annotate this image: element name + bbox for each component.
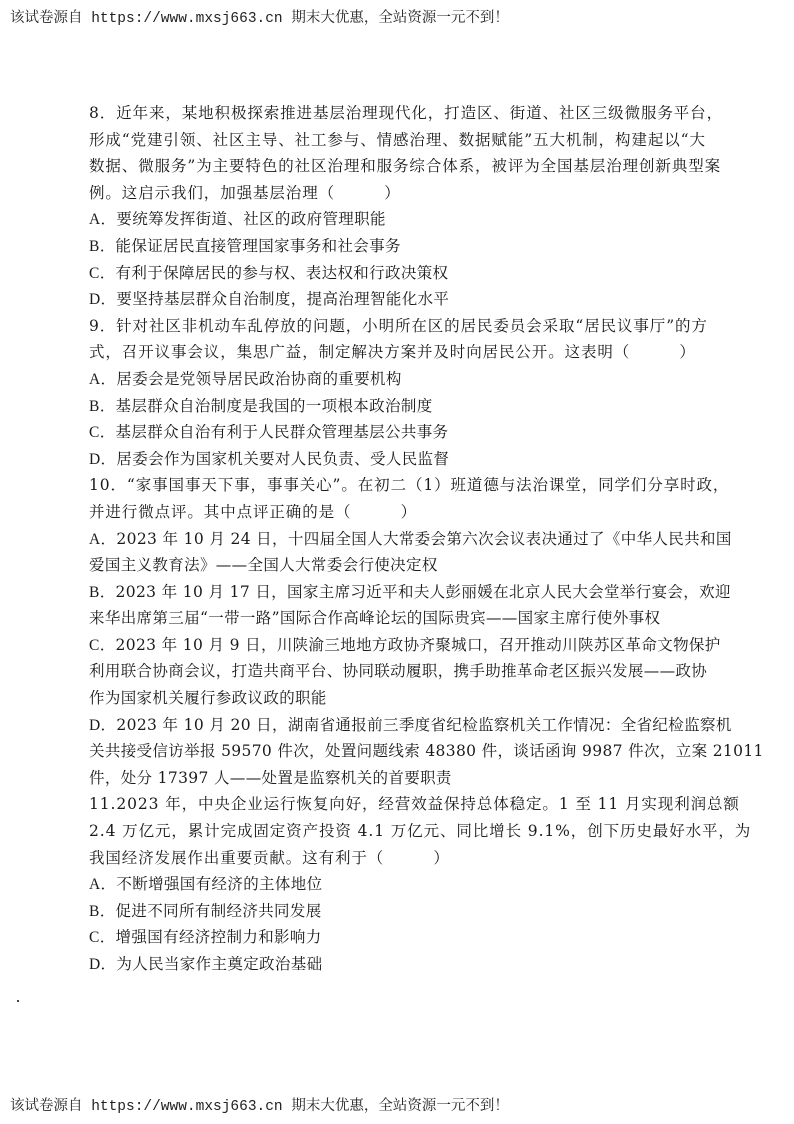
question-11: [89, 791, 779, 977]
option-letter: C．: [89, 424, 116, 442]
option-line: [89, 632, 779, 659]
option-letter: B．: [89, 397, 116, 415]
option-letter: A．: [89, 211, 117, 229]
option-text: 2023 年 10 月 20 日，湖南省通报前三季度省纪检监察机关工作情况：全省纪检监察机: [116, 715, 732, 734]
question-9-option-a: [89, 366, 779, 393]
option-letter: B．: [89, 583, 116, 601]
option-text: 有利于保障居民的参与权、表达权和行政决策权: [115, 263, 449, 282]
option-letter: D．: [89, 450, 117, 468]
option-text: 居委会作为国家机关要对人民负责、受人民监督: [116, 449, 450, 468]
option-text: 促进不同所有制经济共同发展: [115, 901, 322, 920]
option-text: 2023 年 10 月 24 日，十四届全国人大常委会第六次会议表决通过了《中华人民共和国: [116, 529, 732, 548]
option-letter: B．: [89, 902, 116, 920]
question-11-stem-line: 2.4 万亿元，累计完成固定资产投资 4.1 万亿元、同比增长 9.1%，创下历史最好水平，为: [89, 822, 752, 841]
question-11-option-a: [89, 871, 779, 898]
question-8-stem-line: 例。这启示我们，加强基层治理（ ）: [89, 183, 401, 202]
option-text: 要坚持基层群众自治制度，提高治理智能化水平: [116, 290, 450, 309]
option-text: 增强国有经济控制力和影响力: [115, 928, 322, 947]
source-banner-top: 该试卷源自 https://www.mxsj663.cn 期末大优惠，全站资源一元不到！: [10, 11, 509, 27]
option-text: 能保证居民直接管理国家事务和社会事务: [115, 236, 401, 255]
option-text: 2023 年 10 月 9 日，川陕渝三地地方政协齐聚城口，召开推动川陕苏区革命文物保护: [115, 635, 721, 654]
exam-content: [89, 100, 779, 978]
option-letter: D．: [89, 291, 117, 309]
option-letter: C．: [89, 929, 116, 947]
scan-speck: [17, 1000, 19, 1002]
question-8-stem-line: 形成“党建引领、社区主导、社工参与、情感治理、数据赋能”五大机制，构建起以“大: [89, 130, 706, 149]
question-10-stem-line: 并进行微点评。其中点评正确的是（ ）: [89, 502, 418, 521]
question-9-stem-line: 9．针对社区非机动车乱停放的问题，小明所在区的居民委员会采取“居民议事厅”的方: [89, 316, 708, 335]
option-letter: A．: [89, 370, 117, 388]
question-8-stem-line: 数据、微服务”为主要特色的社区治理和服务综合体系，被评为全国基层治理创新典型案: [89, 157, 722, 176]
question-9: [89, 313, 779, 473]
question-8-option-d: [89, 286, 779, 313]
question-11-option-d: [89, 951, 779, 978]
option-text: 为人民当家作主奠定政治基础: [116, 955, 323, 973]
question-10-option-d: [89, 712, 779, 792]
question-10-option-b: [89, 579, 779, 632]
option-letter: D．: [89, 716, 117, 734]
question-8-option-a: [89, 206, 779, 233]
question-11-stem-line: 我国经济发展作出重要贡献。这有利于（ ）: [89, 848, 450, 867]
option-line: 利用联合协商会议，打造共商平台、协同联动履职，携手助推革命老区振兴发展——政协: [89, 662, 708, 681]
question-8-option-c: [89, 260, 779, 287]
option-text: 2023 年 10 月 17 日，国家主席习近平和夫人彭丽媛在北京人民大会堂举行宴会，欢迎: [115, 582, 731, 601]
option-line: 件，处分 17397 人——处置是监察机关的首要职责: [89, 768, 452, 787]
option-line: [89, 526, 779, 553]
option-line: 来华出席第三届“一带一路”国际合作高峰论坛的国际贵宾——国家主席行使外事权: [89, 609, 661, 628]
option-line: 爱国主义教育法》——全国人大常委会行使决定权: [89, 556, 438, 575]
option-text: 基层群众自治有利于人民群众管理基层公共事务: [115, 423, 449, 442]
question-10-option-a: [89, 526, 779, 579]
option-letter: A．: [89, 876, 117, 894]
option-letter: D．: [89, 956, 117, 973]
option-text: 要统筹发挥街道、社区的政府管理职能: [116, 210, 386, 229]
question-10-stem-line: 10．“家事国事天下事，事事关心”。在初二（1）班道德与法治课堂，同学们分享时政，: [89, 476, 730, 495]
option-letter: B．: [89, 237, 116, 255]
source-banner-bottom: 该试卷源自 https://www.mxsj663.cn 期末大优惠，全站资源一元不到！: [10, 1099, 509, 1115]
option-line: 作为国家机关履行参政议政的职能: [89, 689, 327, 708]
question-11-option-b: [89, 898, 779, 925]
question-9-option-c: [89, 419, 779, 446]
option-letter: A．: [89, 530, 117, 548]
question-11-stem-line: 11.2023 年，中央企业运行恢复向好，经营效益保持总体稳定。1 至 11 月实现利润总额: [89, 795, 740, 814]
question-10-option-c: [89, 632, 779, 712]
option-text: 基层群众自治制度是我国的一项根本政治制度: [115, 396, 433, 415]
option-text: 不断增强国有经济的主体地位: [116, 875, 323, 894]
question-8-option-b: [89, 233, 779, 260]
option-line: [89, 579, 779, 606]
question-10: [89, 472, 779, 791]
option-line: 关共接受信访举报 59570 件次，处置问题线索 48380 件，谈话函询 9987 件次，立案 21011: [89, 742, 764, 761]
question-8-stem-line: 8．近年来，某地积极探索推进基层治理现代化，打造区、街道、社区三级微服务平台，: [89, 104, 723, 122]
question-9-stem-line: 式，召开议事会议，集思广益，制定解决方案并及时向居民公开。这表明（ ）: [89, 343, 696, 362]
question-9-option-d: [89, 446, 779, 473]
option-letter: C．: [89, 264, 116, 282]
question-8: [89, 100, 779, 313]
option-text: 居委会是党领导居民政治协商的重要机构: [116, 369, 402, 388]
question-11-option-c: [89, 924, 779, 951]
option-line: [89, 712, 779, 739]
question-9-option-b: [89, 393, 779, 420]
option-letter: C．: [89, 636, 116, 654]
